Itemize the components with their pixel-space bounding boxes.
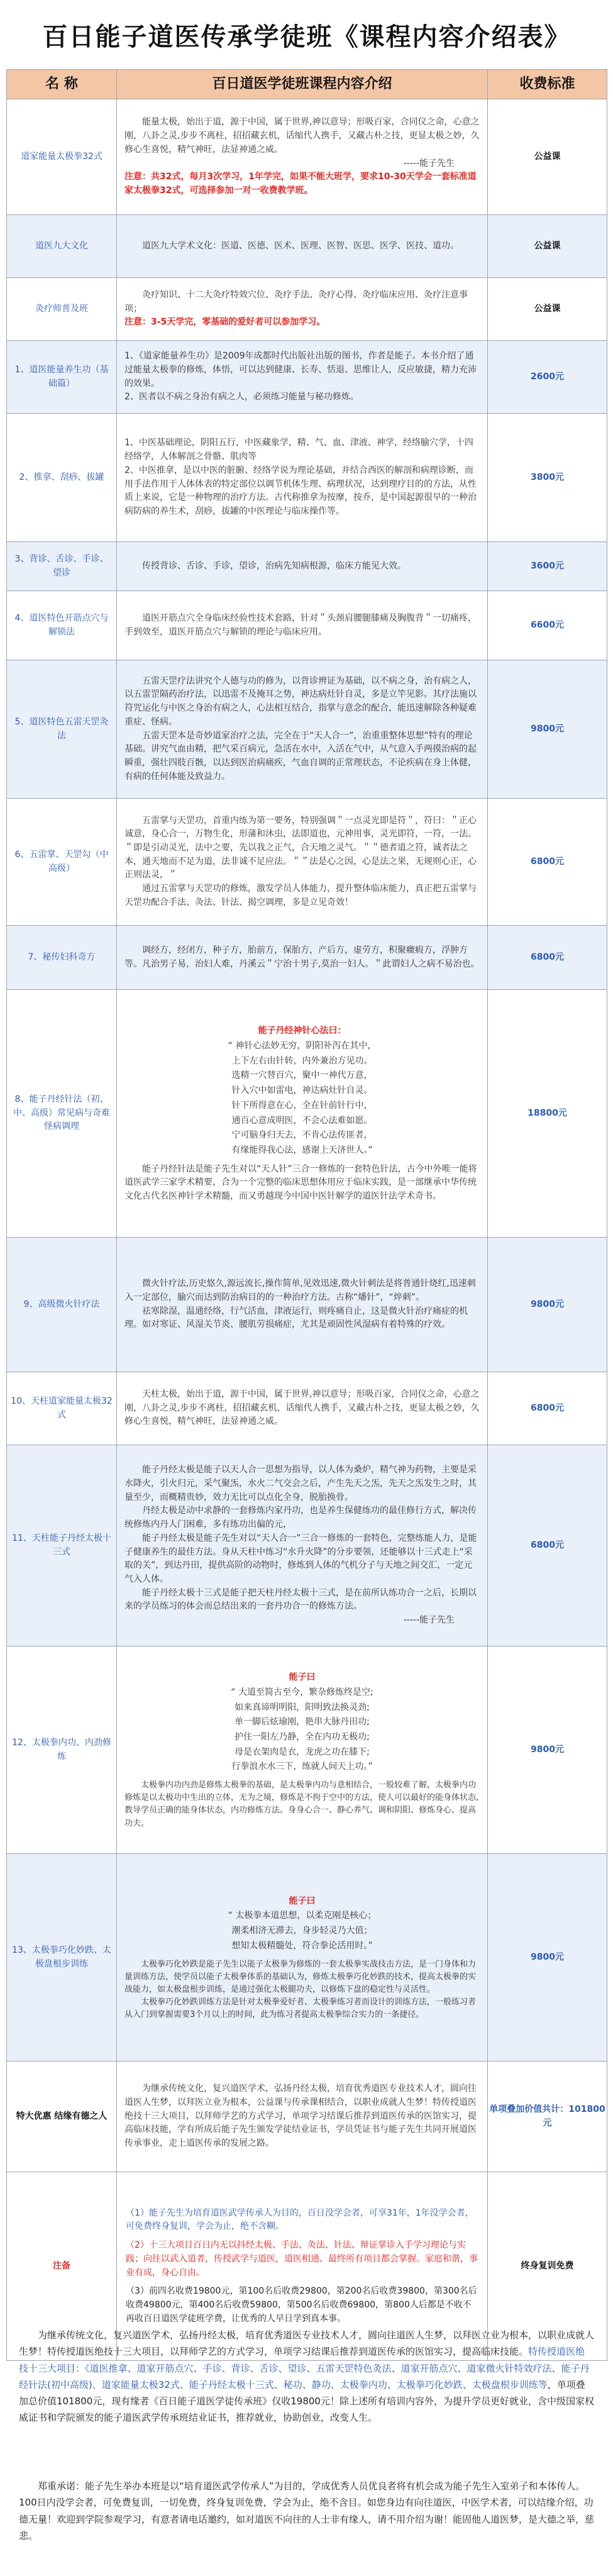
course-name: 3、背诊、舌诊、手诊、望诊 bbox=[7, 542, 117, 591]
course-name: 2、推拿、刮痧、拔罐 bbox=[7, 414, 117, 542]
course-content bbox=[117, 414, 488, 542]
content-text: 能量太极，始出于道，源于中国，属于世界,神以意导；形吸百家，合同仪之命，心意之刚，八卦之灵,步步不离柱，招招藏玄机，话缩代人携手，又藏古朴之技，更显太极之妙，久修心生喜悦，精气神旺，法显神通之威。 bbox=[124, 117, 480, 155]
footer-text-a: 为继承传统文化，复兴道医学术，弘扬丹经太极，培育优秀道医专业技术人才，圆向往道医人生梦，以拜医立业为根本，以职业成就人生梦！特传授道医绝技十三大项目，以拜师学艺的方式学习，单项学习结课后推荐到道医传承的医馆实习，提高临床技能。 bbox=[19, 2329, 595, 2358]
course-content bbox=[117, 926, 488, 990]
course-price: 6800元 bbox=[488, 926, 607, 990]
poem-line: 针下所得意在心，全在针前针行中， bbox=[231, 1100, 373, 1111]
course-name: 11、天柱能子丹经太极十三式 bbox=[7, 1445, 117, 1646]
poem-line: 选精一穴替百穴，聚中一神代万意， bbox=[231, 1070, 373, 1081]
course-price: 公益课 bbox=[488, 215, 607, 278]
content-item: 通过五雷掌与天罡功的修炼，激发学员人体能力，提升整体临床能力，真正把五雷掌与天罡功配合手法、灸法、针法、揭空调理，多是立见奇效！ bbox=[124, 884, 477, 908]
course-price: 6800元 bbox=[488, 1445, 607, 1646]
course-name: 8、能子丹经针法（初、中、高级）常见病与奇难怪病调理 bbox=[7, 990, 117, 1238]
content-item: 太极拳内功内劲是修炼太极拳的基础，是太极拳内功与意相结合，一般较难了解，太极拳内功修炼是以太极功中生出的立体，无为之境，修炼是不拘于空中的方法，使人可以最好的能身体状态,教导学员正确的能身体状态，内功修炼方法。身身心合一、静心养气、调和阴阳、修炼身心、提高功夫。 bbox=[124, 1780, 479, 1828]
footer-paragraph-1 bbox=[19, 2327, 594, 2426]
poem-line: 有缘能得我心法，感谢上天济世人。” bbox=[231, 1145, 373, 1155]
course-name: 10、天柱道家能量太极32式 bbox=[7, 1372, 117, 1445]
footer-text-blue: 特传授道医绝技十三大项目：《道医推拿、道家开筋点穴、手诊、背诊、舌诊、望诊、五雷天罡特色灸法、道家开筋点穴、道家微火针特效疗法、能子丹经针法(初中高级)、道家能量太极32式、能子丹经太极十三式、秘功、静功、太极拳内功、太极拳巧化妙跌、太极盘根步训练等 bbox=[19, 2346, 590, 2390]
course-name: 道医九大文化 bbox=[7, 215, 117, 278]
footer-text-c: ，单项叠加总价值101800元，现有缘者《百日能子道医学徒传承班》仅收19800元！除上述所有培训内容外，为提升学员更好就业，含中级国家权威证书和学院颁发的能子道医武学传承班结业证书，推荐就业，协助创业，改变人生。 bbox=[19, 2379, 594, 2424]
footer-text: 郑重承诺：能子先生举办本班是以“培育道医武学传承人”为目的，学成优秀人员优良者将有机会成为能子先生入室弟子和本体传人。100日内没学会者，可免费复训，一切免费，终身复训免费，学会为止，绝不含目。如您身边有向往道医，中医学术者，可以结缘介绍，功德无量！欢迎到学院参观学习，有意者请电话邀约，如对道医不向往的人士非有缘人，请不用介绍为谢！能固他人道医梦，是大德之举，慈悲。 bbox=[19, 2480, 595, 2541]
poem-line: 针入穴中如雷电，神达病灶针自灵。 bbox=[231, 1085, 373, 1096]
table-row bbox=[7, 341, 607, 414]
course-note: 注意：共32式，每月3次学习，1年学完，如果不能大班学，要求10-30天学会一套标准道家太极拳32式，可选择参加一对一收费教学班。 bbox=[124, 172, 477, 196]
table-row bbox=[7, 542, 607, 591]
course-name: 5、道医特色五雷天罡灸法 bbox=[7, 660, 117, 799]
poem-line: 单一脚后炫瑜刚，艳串大脉丹田功; bbox=[235, 1717, 370, 1728]
page-title: 百日能子道医传承学徒班《课程内容介绍表》 bbox=[42, 22, 571, 52]
course-content bbox=[117, 215, 488, 278]
course-content bbox=[117, 2062, 488, 2172]
content-item: 祛寒除湿，温通经络，行气活血，津液运行，则疼痛自止，这是微火针治疗痛症的机理。如对寒证、风湿关节炎、腰肌劳损痛症，尤其是顽固性风湿病有着特殊的疗效。 bbox=[124, 1306, 468, 1330]
course-content bbox=[117, 990, 488, 1238]
table-row bbox=[7, 660, 607, 799]
content-item: 丹经太极是动中求静的一套修炼内家丹功，也是养生保健练功的最佳修行方式，解决传统修炼内丹人门困难，多有练功出偏的元， bbox=[124, 1506, 477, 1530]
course-price: 终身复训免费 bbox=[488, 2172, 607, 2361]
table-row bbox=[7, 1646, 607, 1854]
content-item: 太极拳巧化妙跌训练方法是针对太极拳爱好者、太极拳练习者而设计的训练方法，一般练习者从入门到掌握需要3个月以上的时间，此为练习者提高太极拳综合实力的一条捷径。 bbox=[124, 1997, 477, 2020]
table-row bbox=[7, 591, 607, 660]
header-content: 百日道医学徒班课程内容介绍 bbox=[117, 70, 488, 99]
course-price: 公益课 bbox=[488, 99, 607, 215]
signature: -----能子先生 bbox=[403, 158, 455, 169]
content-item: 微火针疗法,历史悠久,源远流长,操作简单,见效迅速,微火针刺法是将普通针烧红,迅速刺入一定部位，腧穴而达到防治病目的的一种治疗方法。古称“燔针”，“焠刺”。 bbox=[124, 1279, 476, 1302]
course-name: 9、高级微火针疗法 bbox=[7, 1238, 117, 1372]
course-content bbox=[117, 341, 488, 414]
poem-line: 行拳浪水水三下，练就人间天上功。” bbox=[231, 1762, 373, 1772]
course-price: 单项叠加价值共计：101800元 bbox=[488, 2062, 607, 2172]
footer-paragraph-2 bbox=[19, 2478, 594, 2544]
table-row bbox=[7, 215, 607, 278]
content-item: 能子丹经太极是能子以天人合一思想为指导，以人体为桑炉，精气神为药物，主要是采水降火，引火归元，采气聚炁，水火二气交会之后，产生先天之炁，先天之炁发生之时，其量至少，而概精贵妙，效力无比可以点化全身，脱胎换骨。 bbox=[124, 1465, 477, 1502]
course-price: 3800元 bbox=[488, 414, 607, 542]
course-price: 9800元 bbox=[488, 1854, 607, 2062]
poem-line: 如来真谛明明阳，阳明致法换灵劲; bbox=[235, 1702, 370, 1713]
course-content bbox=[117, 1372, 488, 1445]
table-row bbox=[7, 799, 607, 926]
content-text: 灸疗知识、十二大灸疗特效穴位、灸疗手法、灸疗心得、灸疗临床应用、灸疗注意事项； bbox=[124, 289, 468, 314]
table-row bbox=[7, 1854, 607, 2062]
header-price: 收费标准 bbox=[488, 70, 607, 99]
course-price: 6600元 bbox=[488, 591, 607, 660]
course-content bbox=[117, 1238, 488, 1372]
course-content bbox=[117, 1445, 488, 1646]
course-content bbox=[117, 660, 488, 799]
course-price: 公益课 bbox=[488, 278, 607, 341]
note-item: （2）十三大项目百日内无以抖经太极、手法、灸法、针法、辩证掌诊入手学习理论与实践；向往以武入道者，传授武学与道医，道医相通、最终所有项目都会掌握。家庭和谐，事业有成，身心自由。 bbox=[126, 2240, 478, 2278]
poem-title: 能子丹经神针心法曰： bbox=[258, 1026, 346, 1036]
course-name: 4、道医特色开筋点穴与解锁法 bbox=[7, 591, 117, 660]
table-row bbox=[7, 1445, 607, 1646]
content-item: 能子丹经针法是能子先生对以“天人针”三合一修炼的一套特色针法，古今中外唯一能将道医武学三家学术精要，合为一个完整的临床思想体用应于临床实践，是一部继承中华传统文化古代名医神针学术精髓，而又勇越现今中国中医针解学的道医针法学术奇书。 bbox=[124, 1163, 477, 1201]
table-row bbox=[7, 926, 607, 990]
content-item: 太极拳巧化妙跌是能子先生以能子太极拳为修炼的一套太极拳实战技击方法，是一门身体和力量训练方法，使学员以能子太极拳体系的基础认为，修炼太极拳巧化妙跌的技术，提高太极拳的实战能力，如太极盘根步训练，是通过强化太极腿功夫，以修炼下盘的稳定性与灵活性。 bbox=[124, 1959, 477, 1994]
course-name bbox=[7, 2062, 117, 2172]
course-price: 6800元 bbox=[488, 799, 607, 926]
content-item: 五雷天罡本是奇妙道家治疗之法，完全在于“天人合一”，治重重整体思想“特有的理论基础。讲究气血由精，把气采百病元，急活在水中，入活在气中，从气意入手两摸治病的起瞬重，强壮四肢百骸，以达到医治病痛疾，气血自调的正常理状态，不论疾病在身上体健，有病的任何体能及致益力。 bbox=[124, 730, 477, 782]
content-item: 1、中医基础理论，阴阳五行，中医藏象学，精、气、血、津液、神学，经络腧穴学，十四经络学，人体解剖之骨骼、肌肉等 bbox=[124, 438, 473, 462]
content-item: 2、中医推拿，是以中医的脏腑、经络学说为理论基础，并结合西医的解剖和病理诊断，而用手法作用于人体体表的特定部位以调节机体生理、病理状况，达到理疗目的的方法，从性质上来说，它是一种物理的治疗方法。古代称推拿为按摩，按乔，是中国起源很早的一种治病防病的养生术，刮痧，拔罐的中医理论与临床操作等。 bbox=[124, 465, 477, 516]
content-text: 天柱太极，始出于道，源于中国，属于世界,神以意导；形吸百家，合同仪之命，心意之刚，八卦之灵,步步不离柱，招招藏玄机，话缩代人携手，又藏古朴之技，更显太极之妙，久修心生喜悦，精气神旺，法显神通之威。 bbox=[124, 1389, 480, 1427]
poem-line: “ 大道至简古至今，繁杂修炼终是空; bbox=[231, 1687, 373, 1697]
course-content bbox=[117, 542, 488, 591]
course-price: 9800元 bbox=[488, 1238, 607, 1372]
content-text: 调经方，经闭方，种子方，胎前方，保胎方，产后方，虚劳方，积聚癥瘕方，浮肿方等。凡治男子易，治妇人难，丹溪云＂宁治十男子,莫治一妇人。＂此谓妇人之病不易治也。 bbox=[124, 945, 480, 969]
content-item: 五雷天罡疗法讲究个人德与功的修为，以背诊辨证为基础，以不病之身，治有病之人，以五雷罡隔药治疗法，以迅雷不及掩耳之势，神达病灶针自灵，多是立竿见影。其疗法施以符咒运化与中医之身治有病之人，心法相互结合，指掌与意念的配合，能迅速解除各种疑难重症、怪病。 bbox=[124, 675, 477, 727]
table-row bbox=[7, 278, 607, 341]
content-item: 2、医者以不病之身治有病之人，必须练习能量与秘功修炼。 bbox=[124, 392, 359, 402]
table-row bbox=[7, 99, 607, 215]
course-price: 9800元 bbox=[488, 660, 607, 799]
content-item: 能子丹经太极十三式是能子把天柱丹经太极十三式，是在前所认练功合一之后，长期以来的学员练习的体会而总结出来的一套丹功合一的修炼方法。 bbox=[124, 1587, 477, 1612]
course-note: 注意：3-5天学完，零基础的爱好者可以参加学习。 bbox=[124, 317, 326, 328]
course-price: 18800元 bbox=[488, 990, 607, 1238]
poem-line: 潮柔相济无滞去，身步轻灵乃大值； bbox=[231, 1926, 373, 1936]
poem-line: 通百心意成明医，不会心法难如愿。 bbox=[231, 1115, 373, 1126]
course-price: 6800元 bbox=[488, 1372, 607, 1445]
course-name: 12、太极拳内功、内劲修炼 bbox=[7, 1646, 117, 1854]
poem-title: 能子曰 bbox=[289, 1896, 316, 1906]
notes-label: 注备 bbox=[7, 2172, 117, 2361]
course-content bbox=[117, 99, 488, 215]
offer-title: 特大优惠 结缘有德之人 bbox=[16, 2111, 108, 2121]
content-text: 道医九大学术文化：医道、医德、医术、医理、医智、医思、医学、医技、道功。 bbox=[142, 240, 459, 251]
course-name: 道家能量太极拳32式 bbox=[7, 99, 117, 215]
course-name: 6、五雷掌、天罡勾（中高级） bbox=[7, 799, 117, 926]
course-name: 7、秘传妇科奇方 bbox=[7, 926, 117, 990]
footer-text bbox=[19, 2327, 594, 2426]
table-row bbox=[7, 414, 607, 542]
course-price: 3600元 bbox=[488, 542, 607, 591]
content-item: 能子丹经太极是能子先生对以“天人合一”三合一修炼的一套特色，完整练能人力，是能子健康养生的最佳方法。身从天柱中练习“水升火降”的分步要领，还能够以十三式走上“采取的关”，到达丹田，提供高阶的动物时，修炼到人体的气机分子与天地之间交汇，一定元气入人体。 bbox=[124, 1533, 477, 1584]
course-name: 灸疗师普及班 bbox=[7, 278, 117, 341]
content-text: 道医开筋点穴全身临床经验性技术套路，针对＂头颈肩腰腿膝痛及胸腹背＂一切痛疼，手到效至，道医开筋点穴与解锁的理论与临床应用。 bbox=[124, 613, 477, 637]
poem-line: 宁可脑身归天去，不肯心法传匪者， bbox=[231, 1130, 373, 1141]
table-row bbox=[7, 2062, 607, 2172]
course-content bbox=[117, 278, 488, 341]
poem-title: 能子曰 bbox=[289, 1672, 316, 1683]
course-content bbox=[117, 1854, 488, 2062]
content-text: 为继承传统文化，复兴道医学术，弘扬丹经太极，培育优秀道医专业技术人才，圆向往道医人生梦，以拜医立业为根本，公益课与传承课相结合，以职业成就人生梦！特传授道医绝技十三大项目，以拜师学艺的方式学习，单项学习结课后推荐到道医传承的医馆实习，提高临床技能，学有所成后能子先生颁发学徒结业证书，学员凭证书与能子先生共同开展道医传承事业，走上道医传承的发展之路。 bbox=[124, 2084, 477, 2149]
poem-line: 护住一阳左乃静，全在内功无极功; bbox=[235, 1732, 370, 1743]
poem-line: 上下左右由针转，内外兼治方见功。 bbox=[231, 1055, 373, 1066]
signature: -----能子先生 bbox=[403, 1614, 455, 1625]
content-item: 1、《道家能量养生功》是2009年成都时代出版社出版的图书，作者是能子。本书介绍了通过能量太极拳的修炼，体悟，可以达到健康、长寿、恬退、思维让人，反应敏捷，精力充沛的效果。 bbox=[124, 351, 477, 389]
table-row bbox=[7, 990, 607, 1238]
poem-line: “ 神针心法妙无穷，阴阳补泻在其中， bbox=[228, 1041, 377, 1052]
note-item: （3）前四名收费19800元，第100名后收费29800，第200名后收费39800，第300名后收费49800元，第400名后收费59800，第500名后收费69800，第800人后都是不收不再收百日道医学徒班学费，让优秀的人早日学到真本事。 bbox=[126, 2286, 477, 2324]
course-name: 1、道医能量养生功（基础篇） bbox=[7, 341, 117, 414]
course-price: 9800元 bbox=[488, 1646, 607, 1854]
table-row bbox=[7, 1372, 607, 1445]
content-text: 传授背诊、舌诊、手诊，望诊，治病先知病根源，临床方能见大效。 bbox=[142, 560, 406, 571]
table-row bbox=[7, 1238, 607, 1372]
poem-line: “ 太极拳本道思想，以柔克刚是核心； bbox=[228, 1911, 377, 1921]
note-item: （1）能子先生为培育道医武学传承人为目的，百日没学会者，可享31年，1年没学会者，可免费终身复训，学会为止，绝不含糊。 bbox=[126, 2207, 474, 2232]
header-name: 名 称 bbox=[7, 70, 117, 99]
course-table bbox=[6, 69, 607, 2361]
course-content bbox=[117, 1646, 488, 1854]
course-content bbox=[117, 591, 488, 660]
course-content bbox=[117, 799, 488, 926]
content-item: 五雷掌与天罡功，首重内练为第一要务，特别强调＂一点灵光即是符＂，符曰：＂正心诚意，身心合一，万物生化，形蒲和沐虫，法即道也，元神用事，灵光即符，一符，一法。＂即是引动灵光，法中之要，先以我之正气，合天地之灵气。＂＂德者道之符，诚者法之本，通天地而不足为道，法非诚不足应法。＂＂法是心之因，心是法之果，无规则心正，心正则法灵，＂ bbox=[124, 815, 477, 880]
poem-line: 想知太极精髓处，符合拳论活用时。” bbox=[231, 1940, 373, 1951]
course-price: 2600元 bbox=[488, 341, 607, 414]
course-name: 13、太极拳巧化妙跌、太极盘根步训练 bbox=[7, 1854, 117, 2062]
poem-line: 母是衣架肉是衣，龙虎之功在膝下; bbox=[235, 1746, 370, 1757]
